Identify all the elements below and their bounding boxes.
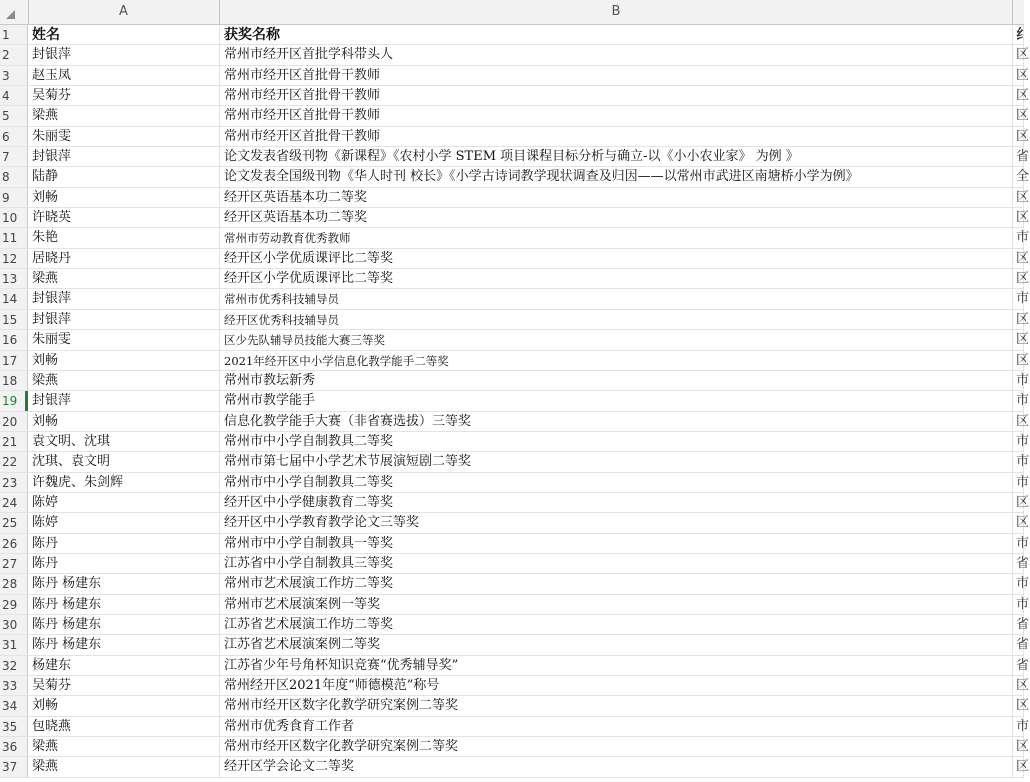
- row-number[interactable]: 10: [0, 208, 28, 227]
- table-row: [0, 757, 1030, 777]
- row-number[interactable]: 23: [0, 473, 28, 492]
- cell-award[interactable]: 信息化教学能手大赛（非省赛选拔）三等奖: [220, 412, 1013, 431]
- cell-award[interactable]: 江苏省少年号角杯知识竞赛“优秀辅导奖”: [220, 656, 1013, 675]
- cell-award[interactable]: 经开区小学优质课评比二等奖: [220, 249, 1013, 268]
- table-row: [0, 310, 1030, 330]
- header-cell-name[interactable]: 姓名: [28, 25, 220, 44]
- header-cell-award[interactable]: 获奖名称: [220, 25, 1013, 44]
- table-row: [0, 66, 1030, 86]
- cell-name[interactable]: 朱丽雯: [28, 330, 220, 349]
- cell-level[interactable]: 区: [1013, 412, 1024, 431]
- cell-name[interactable]: 沈琪、袁文明: [28, 452, 220, 471]
- cell-name[interactable]: 陆静: [28, 167, 220, 186]
- row-number[interactable]: 22: [0, 452, 28, 471]
- cell-level[interactable]: 市: [1013, 391, 1024, 410]
- cell-award[interactable]: 常州市经开区首批骨干教师: [220, 86, 1013, 105]
- cell-name[interactable]: 陈丹 杨建东: [28, 595, 220, 614]
- row-number[interactable]: 35: [0, 717, 28, 736]
- table-row: [0, 167, 1030, 187]
- cell-name[interactable]: 陈丹 杨建东: [28, 615, 220, 634]
- table-row: [0, 127, 1030, 147]
- cell-level[interactable]: 区: [1013, 513, 1024, 532]
- cell-level[interactable]: 市: [1013, 228, 1024, 247]
- cell-level[interactable]: 市: [1013, 289, 1024, 308]
- column-header-bar: [0, 0, 1024, 25]
- row-number[interactable]: 21: [0, 432, 28, 451]
- table-row: [0, 432, 1030, 452]
- table-row: [0, 534, 1030, 554]
- table-row: [0, 289, 1030, 309]
- cell-level[interactable]: 区: [1013, 188, 1024, 207]
- row-number[interactable]: 3: [0, 66, 28, 85]
- cell-name[interactable]: 刘畅: [28, 696, 220, 715]
- table-row: [0, 574, 1030, 594]
- cell-name[interactable]: 吴菊芬: [28, 86, 220, 105]
- cell-name[interactable]: 陈丹: [28, 554, 220, 573]
- row-number[interactable]: 13: [0, 269, 28, 288]
- table-row: [0, 595, 1030, 615]
- cell-award[interactable]: 常州市第七届中小学艺术节展演短剧二等奖: [220, 452, 1013, 471]
- cell-level[interactable]: 市: [1013, 371, 1024, 390]
- cell-level[interactable]: 区: [1013, 208, 1024, 227]
- cell-name[interactable]: 居晓丹: [28, 249, 220, 268]
- cell-level[interactable]: 省: [1013, 656, 1024, 675]
- cell-name[interactable]: 梁燕: [28, 269, 220, 288]
- cell-name[interactable]: 朱丽雯: [28, 127, 220, 146]
- select-all-icon: [6, 10, 15, 19]
- cell-level[interactable]: 区: [1013, 249, 1024, 268]
- cell-name[interactable]: 陈婷: [28, 513, 220, 532]
- row-number[interactable]: 11: [0, 228, 28, 247]
- row-number[interactable]: 12: [0, 249, 28, 268]
- cell-award[interactable]: 经开区中小学教育教学论文三等奖: [220, 513, 1013, 532]
- row-number[interactable]: 28: [0, 574, 28, 593]
- cell-name[interactable]: 梁燕: [28, 371, 220, 390]
- cell-level[interactable]: 区: [1013, 757, 1024, 776]
- cell-award[interactable]: 经开区英语基本功二等奖: [220, 208, 1013, 227]
- cell-award[interactable]: 常州市艺术展演案例一等奖: [220, 595, 1013, 614]
- cell-name[interactable]: 陈丹 杨建东: [28, 574, 220, 593]
- row-number[interactable]: 36: [0, 737, 28, 756]
- table-row: [0, 717, 1030, 737]
- row-number[interactable]: 17: [0, 351, 28, 370]
- cell-award[interactable]: 常州市经开区首批学科带头人: [220, 45, 1013, 64]
- cell-level[interactable]: 区: [1013, 493, 1024, 512]
- cell-award[interactable]: 江苏省艺术展演案例二等奖: [220, 635, 1013, 654]
- cell-name[interactable]: 封银萍: [28, 289, 220, 308]
- row-number[interactable]: 26: [0, 534, 28, 553]
- cell-name[interactable]: 吴菊芬: [28, 676, 220, 695]
- row-number[interactable]: 16: [0, 330, 28, 349]
- select-all-corner[interactable]: [0, 0, 29, 24]
- cell-award[interactable]: 经开区小学优质课评比二等奖: [220, 269, 1013, 288]
- row-number[interactable]: 8: [0, 167, 28, 186]
- table-row: [0, 554, 1030, 574]
- cell-name[interactable]: 封银萍: [28, 45, 220, 64]
- cell-level[interactable]: 省: [1013, 147, 1024, 166]
- row-number[interactable]: 6: [0, 127, 28, 146]
- cell-name[interactable]: 赵玉凤: [28, 66, 220, 85]
- cell-level[interactable]: 区: [1013, 737, 1024, 756]
- row-number[interactable]: 29: [0, 595, 28, 614]
- cell-level[interactable]: 区: [1013, 106, 1024, 125]
- cell-name[interactable]: 朱艳: [28, 228, 220, 247]
- table-row: [0, 391, 1030, 411]
- row-number[interactable]: 9: [0, 188, 28, 207]
- header-row: [0, 25, 1030, 45]
- cell-name[interactable]: 杨建东: [28, 656, 220, 675]
- cell-level[interactable]: 区: [1013, 696, 1024, 715]
- cell-level[interactable]: 省: [1013, 615, 1024, 634]
- cell-name[interactable]: 梁燕: [28, 106, 220, 125]
- cell-level[interactable]: 纟: [1013, 25, 1024, 44]
- table-row: [0, 45, 1030, 65]
- cell-name[interactable]: 许魏虎、朱剑辉: [28, 473, 220, 492]
- cell-award[interactable]: 常州市经开区首批骨干教师: [220, 106, 1013, 125]
- column-header-a[interactable]: A: [28, 0, 220, 24]
- cell-name[interactable]: 包晓燕: [28, 717, 220, 736]
- cell-name[interactable]: 陈丹 杨建东: [28, 635, 220, 654]
- table-row: [0, 371, 1030, 391]
- row-number[interactable]: 4: [0, 86, 28, 105]
- row-number[interactable]: 14: [0, 289, 28, 308]
- table-row: [0, 269, 1030, 289]
- cell-level[interactable]: 市: [1013, 432, 1024, 451]
- cell-name[interactable]: 刘畅: [28, 351, 220, 370]
- row-number[interactable]: 20: [0, 412, 28, 431]
- cell-award[interactable]: 常州市中小学自制教具二等奖: [220, 432, 1013, 451]
- row-number[interactable]: 25: [0, 513, 28, 532]
- table-row: [0, 249, 1030, 269]
- row-number[interactable]: 30: [0, 615, 28, 634]
- table-row: [0, 188, 1030, 208]
- table-row: [0, 493, 1030, 513]
- cell-award[interactable]: 常州市中小学自制教具二等奖: [220, 473, 1013, 492]
- row-number[interactable]: 27: [0, 554, 28, 573]
- table-row: [0, 452, 1030, 472]
- row-number[interactable]: 2: [0, 45, 28, 64]
- row-number[interactable]: 5: [0, 106, 28, 125]
- cell-award[interactable]: 经开区英语基本功二等奖: [220, 188, 1013, 207]
- cell-level[interactable]: 市: [1013, 452, 1024, 471]
- cell-award[interactable]: 常州市中小学自制教具一等奖: [220, 534, 1013, 553]
- cell-name[interactable]: 梁燕: [28, 757, 220, 776]
- table-row: [0, 330, 1030, 350]
- cell-level[interactable]: 市: [1013, 473, 1024, 492]
- cell-award[interactable]: 经开区中小学健康教育二等奖: [220, 493, 1013, 512]
- cell-award[interactable]: 论文发表全国级刊物《华人时刊 校长》《小学古诗词教学现状调查及归因——以常州市武进区南塘桥小学为例》: [220, 167, 1013, 186]
- cell-award[interactable]: 区少先队辅导员技能大赛三等奖: [220, 330, 1013, 349]
- row-number[interactable]: 1: [0, 25, 28, 44]
- cell-award[interactable]: 常州经开区2021年度“师德模范”称号: [220, 676, 1013, 695]
- row-number[interactable]: 33: [0, 676, 28, 695]
- table-row: [0, 676, 1030, 696]
- table-row: [0, 696, 1030, 716]
- cell-name[interactable]: 刘畅: [28, 412, 220, 431]
- row-number[interactable]: 7: [0, 147, 28, 166]
- cell-level[interactable]: 区: [1013, 269, 1024, 288]
- table-row: [0, 351, 1030, 371]
- cell-name[interactable]: 梁燕: [28, 737, 220, 756]
- row-number[interactable]: 19: [0, 391, 28, 410]
- cell-award[interactable]: 江苏省艺术展演工作坊二等奖: [220, 615, 1013, 634]
- cell-name[interactable]: 封银萍: [28, 391, 220, 410]
- row-number[interactable]: 31: [0, 635, 28, 654]
- table-row: [0, 412, 1030, 432]
- cell-level[interactable]: 区: [1013, 127, 1024, 146]
- cell-name[interactable]: 许晓英: [28, 208, 220, 227]
- cell-award[interactable]: 江苏省中小学自制教具三等奖: [220, 554, 1013, 573]
- column-header-b[interactable]: B: [220, 0, 1013, 24]
- grid-rows: [0, 25, 1030, 778]
- cell-award[interactable]: 经开区优秀科技辅导员: [220, 310, 1013, 329]
- cell-level[interactable]: 市: [1013, 717, 1024, 736]
- cell-level[interactable]: 区: [1013, 676, 1024, 695]
- cell-award[interactable]: 常州市经开区首批骨干教师: [220, 66, 1013, 85]
- cell-award[interactable]: 常州市劳动教育优秀教师: [220, 228, 1013, 247]
- cell-award[interactable]: 常州市经开区数字化教学研究案例二等奖: [220, 696, 1013, 715]
- cell-name[interactable]: 封银萍: [28, 147, 220, 166]
- cell-level[interactable]: 区: [1013, 351, 1024, 370]
- column-header-c[interactable]: [1013, 0, 1024, 24]
- cell-name[interactable]: 刘畅: [28, 188, 220, 207]
- cell-level[interactable]: 区: [1013, 86, 1024, 105]
- cell-name[interactable]: 陈丹: [28, 534, 220, 553]
- cell-name[interactable]: 陈婷: [28, 493, 220, 512]
- cell-name[interactable]: 袁文明、沈琪: [28, 432, 220, 451]
- cell-award[interactable]: 常州市教学能手: [220, 391, 1013, 410]
- cell-award[interactable]: 常州市教坛新秀: [220, 371, 1013, 390]
- table-row: [0, 513, 1030, 533]
- cell-level[interactable]: 全: [1013, 167, 1024, 186]
- cell-level[interactable]: 省: [1013, 554, 1024, 573]
- cell-award[interactable]: 常州市经开区数字化教学研究案例二等奖: [220, 737, 1013, 756]
- cell-award[interactable]: 论文发表省级刊物《新课程》《农村小学 STEM 项目课程目标分析与确立-以《小小农业家》 为例 》: [220, 147, 1013, 166]
- cell-award[interactable]: 常州市优秀食育工作者: [220, 717, 1013, 736]
- table-row: [0, 228, 1030, 248]
- table-row: [0, 86, 1030, 106]
- cell-level[interactable]: 市: [1013, 534, 1024, 553]
- cell-award[interactable]: 2021年经开区中小学信息化教学能手二等奖: [220, 351, 1013, 370]
- table-row: [0, 106, 1030, 126]
- cell-level[interactable]: 区: [1013, 310, 1024, 329]
- cell-level[interactable]: 区: [1013, 45, 1024, 64]
- row-number[interactable]: 15: [0, 310, 28, 329]
- row-number[interactable]: 34: [0, 696, 28, 715]
- cell-level[interactable]: 区: [1013, 66, 1024, 85]
- cell-award[interactable]: 经开区学会论文二等奖: [220, 757, 1013, 776]
- table-row: [0, 208, 1030, 228]
- row-number[interactable]: 24: [0, 493, 28, 512]
- table-row: [0, 147, 1030, 167]
- cell-name[interactable]: 封银萍: [28, 310, 220, 329]
- table-row: [0, 615, 1030, 635]
- table-row: [0, 473, 1030, 493]
- row-number[interactable]: 37: [0, 757, 28, 776]
- table-row: [0, 635, 1030, 655]
- cell-level[interactable]: 市: [1013, 574, 1024, 593]
- row-number[interactable]: 18: [0, 371, 28, 390]
- cell-award[interactable]: 常州市优秀科技辅导员: [220, 289, 1013, 308]
- cell-award[interactable]: 常州市艺术展演工作坊二等奖: [220, 574, 1013, 593]
- cell-level[interactable]: 省: [1013, 635, 1024, 654]
- table-row: [0, 737, 1030, 757]
- cell-award[interactable]: 常州市经开区首批骨干教师: [220, 127, 1013, 146]
- table-row: [0, 656, 1030, 676]
- cell-level[interactable]: 区: [1013, 330, 1024, 349]
- row-number[interactable]: 32: [0, 656, 28, 675]
- cell-level[interactable]: 市: [1013, 595, 1024, 614]
